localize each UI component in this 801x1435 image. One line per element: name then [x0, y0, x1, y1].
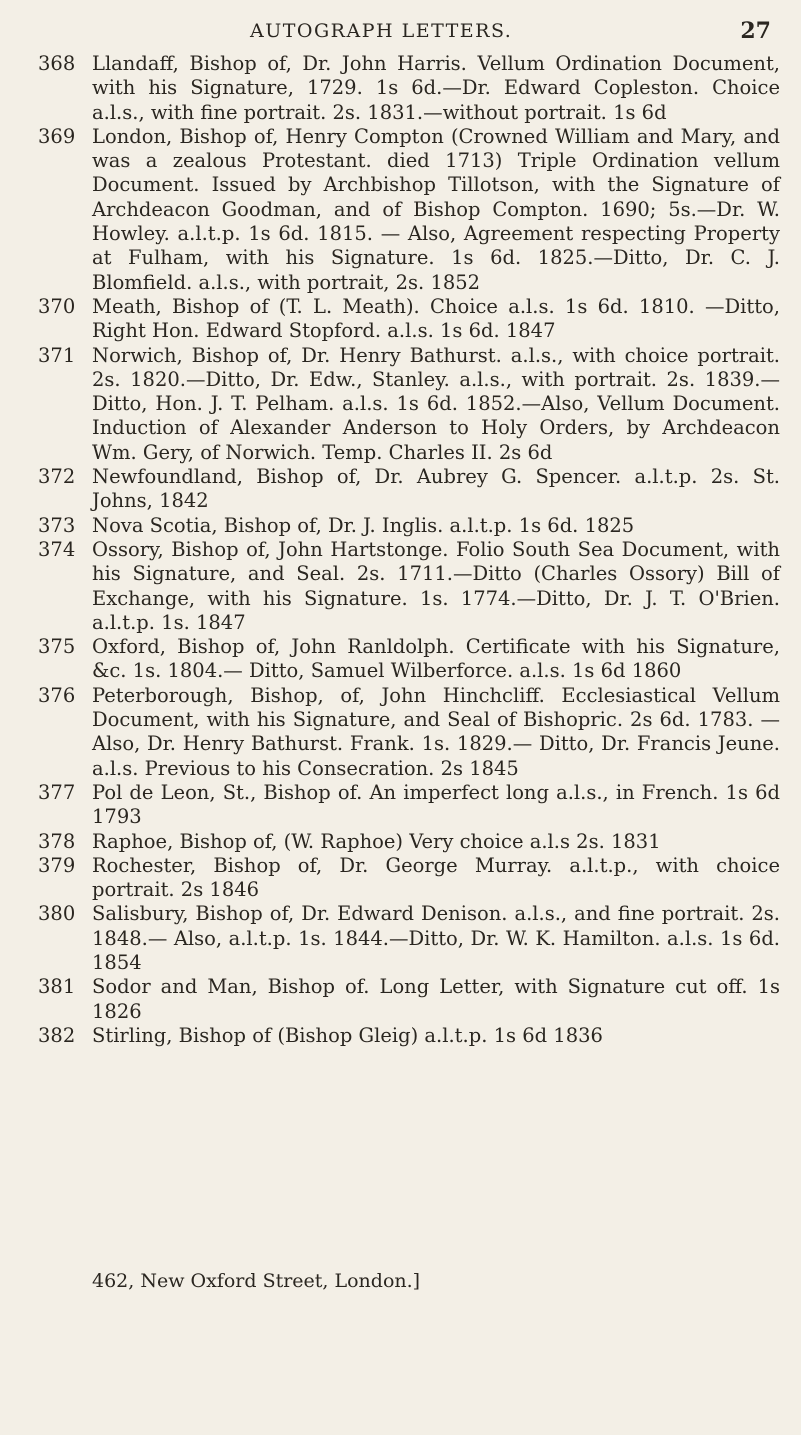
lot-description: Meath, Bishop of (T. L. Meath). Choice a.l.s. 1s 6d. 1810. —Ditto, Right Hon. Edward Stopford. a.l.s. 1s 6d. 1847 [92, 294, 780, 343]
lot-number: 377 [38, 780, 76, 804]
lot-number: 375 [38, 635, 76, 659]
lot-number: 372 [38, 465, 76, 489]
lot-number: 371 [38, 343, 76, 367]
lot-number: 378 [38, 829, 76, 853]
running-head-title: AUTOGRAPH LETTERS. [250, 20, 513, 42]
lot-entry [38, 125, 780, 295]
lot-entry [38, 52, 780, 125]
lot-entry [38, 902, 780, 975]
lot-number: 376 [38, 683, 76, 707]
lot-entry [38, 975, 780, 1024]
lot-entry [38, 295, 780, 344]
lot-entry [38, 344, 780, 465]
lot-description: Rochester, Bishop of, Dr. George Murray. a.l.t.p., with choice portrait. 2s 1846 [92, 853, 780, 902]
page-number: 27 [740, 18, 771, 44]
lot-number: 379 [38, 853, 76, 877]
lot-number: 381 [38, 975, 76, 999]
lot-description: Salisbury, Bishop of, Dr. Edward Denison. a.l.s., and fine portrait. 2s. 1848.— Also, a.l.t.p. 1s. 1844.—Ditto, Dr. W. K. Hamilton. a.l.s. 1s 6d. 1854 [92, 902, 780, 974]
lot-description: Nova Scotia, Bishop of, Dr. J. Inglis. a.l.t.p. 1s 6d. 1825 [92, 513, 635, 537]
lot-description: Pol de Leon, St., Bishop of. An imperfect long a.l.s., in French. 1s 6d 1793 [92, 780, 780, 829]
lot-description: Raphoe, Bishop of, (W. Raphoe) Very choice a.l.s 2s. 1831 [92, 829, 661, 853]
lot-entry [38, 854, 780, 903]
lot-entry [38, 538, 780, 635]
lot-entry [38, 830, 780, 854]
lot-description: Norwich, Bishop of, Dr. Henry Bathurst. a.l.s., with choice portrait. 2s. 1820.—Ditto, Dr. Edw., Stanley. a.l.s., with portrait. 2s. 1839.—Ditto, Hon. J. T. Pelham. a.l.s. 1s 6d. 1852.—Also, Vellum Document. Induction of Alexander Anderson to Holy Orders, by Archdeacon Wm. Gery, of Norwich. Temp. Charles II. 2s 6d [92, 343, 780, 464]
lot-number: 369 [38, 124, 76, 148]
publisher-address: 462, New Oxford Street, London.] [92, 1270, 421, 1292]
lot-entry [38, 635, 780, 684]
running-head [0, 18, 801, 46]
lot-description: Oxford, Bishop of, John Ranldolph. Certificate with his Signature, &c. 1s. 1804.— Ditto, Samuel Wilberforce. a.l.s. 1s 6d 1860 [92, 635, 780, 683]
lot-description: Sodor and Man, Bishop of. Long Letter, with Signature cut off. 1s 1826 [92, 975, 780, 1023]
lot-description: Llandaff, Bishop of, Dr. John Harris. Vellum Ordination Document, with his Signature, 1729. 1s 6d.—Dr. Edward Copleston. Choice a.l.s., with fine portrait. 2s. 1831.—without portrait. 1s 6d [92, 52, 780, 124]
lot-number: 370 [38, 294, 76, 318]
lot-entry [38, 684, 780, 781]
lot-entry [38, 781, 780, 830]
lot-entry [38, 1024, 780, 1048]
lot-number: 373 [38, 513, 76, 537]
lot-description: Stirling, Bishop of (Bishop Gleig) a.l.t.p. 1s 6d 1836 [92, 1023, 603, 1047]
lot-description: London, Bishop of, Henry Compton (Crowned William and Mary, and was a zealous Protestant. died 1713) Triple Ordination vellum Document. Issued by Archbishop Tillotson, with the Signature of Archdeacon Goodman, and of Bishop Compton. 1690; 5s.—Dr. W. Howley. a.l.t.p. 1s 6d. 1815. — Also, Agreement respecting Property at Fulham, with his Signature. 1s 6d. 1825.—Ditto, Dr. C. J. Blomfield. a.l.s., with portrait, 2s. 1852 [92, 124, 780, 294]
lot-number: 368 [38, 52, 76, 75]
lot-entry [38, 514, 780, 538]
lot-description: Peterborough, Bishop, of, John Hinchcliff. Ecclesiastical Vellum Document, with his Signature, and Seal of Bishopric. 2s 6d. 1783. — Also, Dr. Henry Bathurst. Frank. 1s. 1829.— Ditto, Dr. Francis Jeune. a.l.s. Previous to his Consecration. 2s 1845 [92, 683, 780, 780]
lot-entry [38, 465, 780, 514]
lot-list [38, 52, 780, 1048]
lot-number: 382 [38, 1023, 76, 1047]
lot-number: 380 [38, 902, 76, 926]
lot-description: Newfoundland, Bishop of, Dr. Aubrey G. Spencer. a.l.t.p. 2s. St. Johns, 1842 [92, 465, 780, 513]
lot-description: Ossory, Bishop of, John Hartstonge. Folio South Sea Document, with his Signature, and Seal. 2s. 1711.—Ditto (Charles Ossory) Bill of Exchange, with his Signature. 1s. 1774.—Ditto, Dr. J. T. O'Brien. a.l.t.p. 1s. 1847 [92, 537, 780, 634]
lot-number: 374 [38, 537, 76, 561]
